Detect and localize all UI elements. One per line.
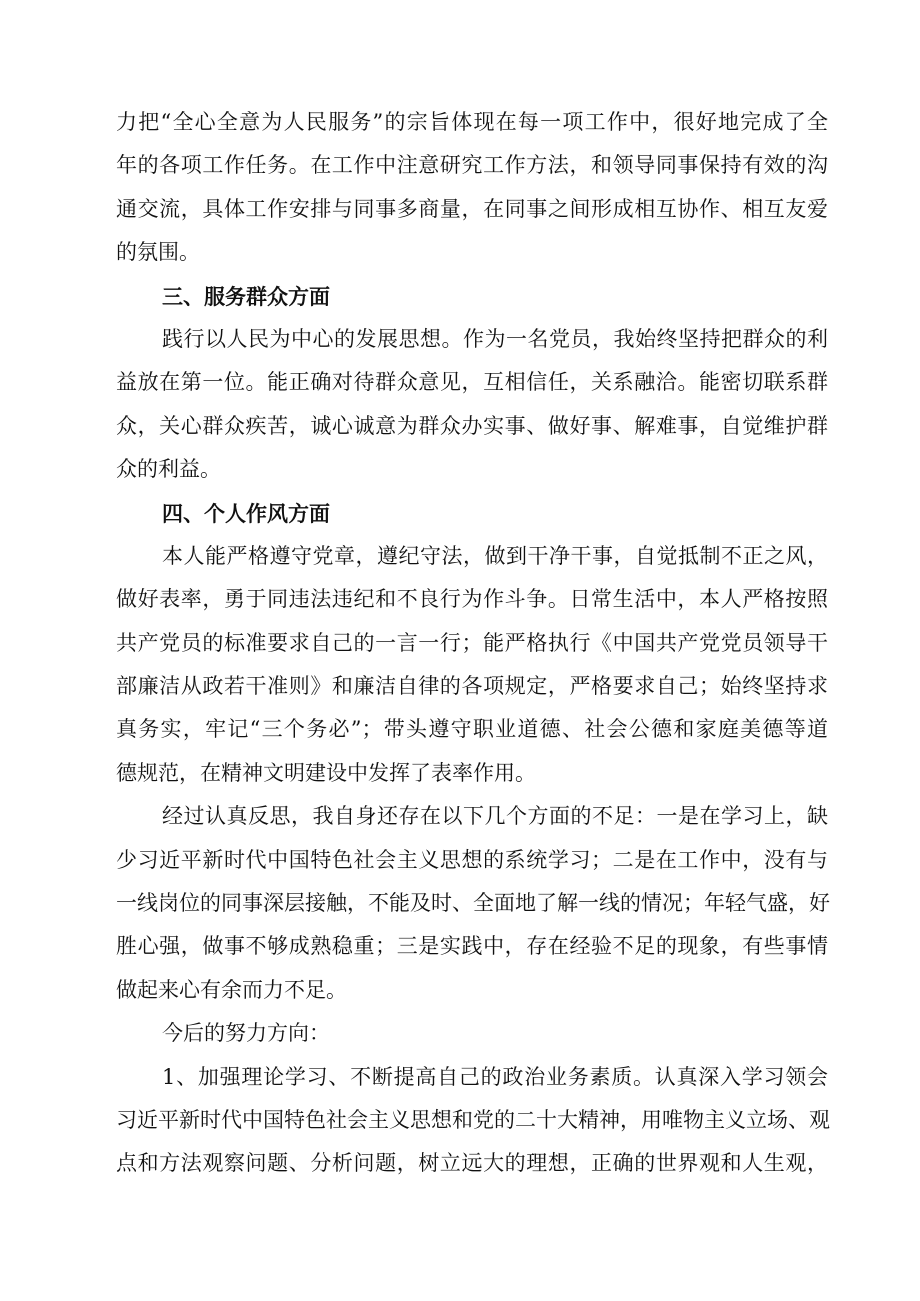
paragraph <box>116 1056 828 1186</box>
text-line: 共产党员的标准要求自己的一言一行；能严格执行《中国共产党党员领导干 <box>116 630 828 655</box>
heading-text: 四、个人作风方面 <box>162 500 330 526</box>
text-line: 年的各项工作任务。在工作中注意研究工作方法，和领导同事保持有效的沟 <box>116 153 828 178</box>
text-line: 1、加强理论学习、不断提高自己的政治业务素质。认真深入学习领会 <box>162 1064 828 1089</box>
paragraph <box>116 1012 828 1055</box>
text-line: 胜心强，做事不够成熟稳重；三是实践中，存在经验不足的现象，有些事情 <box>116 934 828 959</box>
text-line: 做起来心有余而力不足。 <box>116 977 347 1002</box>
text-line: 真务实，牢记“三个务必”；带头遵守职业道德、社会公德和家庭美德等道 <box>116 717 828 742</box>
text-line: 今后的努力方向： <box>162 1021 330 1046</box>
text-line: 习近平新时代中国特色社会主义思想和党的二十大精神，用唯物主义立场、观 <box>116 1107 830 1132</box>
paragraph <box>116 101 828 275</box>
paragraph <box>116 318 828 492</box>
text-line: 通交流，具体工作安排与同事多商量，在同事之间形成相互协作、相互友爱 <box>116 196 828 221</box>
text-line: 的氛围。 <box>116 240 200 265</box>
text-line: 经过认真反思，我自身还存在以下几个方面的不足：一是在学习上，缺 <box>162 804 828 829</box>
text-line: 少习近平新时代中国特色社会主义思想的系统学习；二是在工作中，没有与 <box>116 847 828 872</box>
text-line: 点和方法观察问题、分析问题，树立远大的理想，正确的世界观和人生观， <box>116 1151 828 1176</box>
text-line: 部廉洁从政若干准则》和廉洁自律的各项规定，严格要求自己；始终坚持求 <box>116 674 828 699</box>
text-line: 一线岗位的同事深层接触，不能及时、全面地了解一线的情况；年轻气盛，好 <box>116 891 830 916</box>
text-line: 践行以人民为中心的发展思想。作为一名党员，我始终坚持把群众的利 <box>162 326 828 351</box>
paragraph <box>116 535 828 795</box>
text-line: 力把“全心全意为人民服务”的宗旨体现在每一项工作中，很好地完成了全 <box>116 110 828 134</box>
text-line: 众的利益。 <box>116 457 221 482</box>
text-line: 德规范，在精神文明建设中发挥了表率作用。 <box>116 760 536 785</box>
text-line: 本人能严格遵守党章，遵纪守法，做到干净干事，自觉抵制不正之风， <box>162 543 828 568</box>
paragraph <box>116 795 828 1012</box>
section-heading <box>116 492 828 535</box>
text-line: 做好表率，勇于同违法违纪和不良行为作斗争。日常生活中，本人严格按照 <box>116 587 828 612</box>
section-heading <box>116 275 828 318</box>
document-body <box>116 101 828 1186</box>
text-line: 众，关心群众疾苦，诚心诚意为群众办实事、做好事、解难事，自觉维护群 <box>116 413 828 438</box>
text-line: 益放在第一位。能正确对待群众意见，互相信任，关系融洽。能密切联系群 <box>116 370 828 395</box>
heading-text: 三、服务群众方面 <box>162 283 330 309</box>
